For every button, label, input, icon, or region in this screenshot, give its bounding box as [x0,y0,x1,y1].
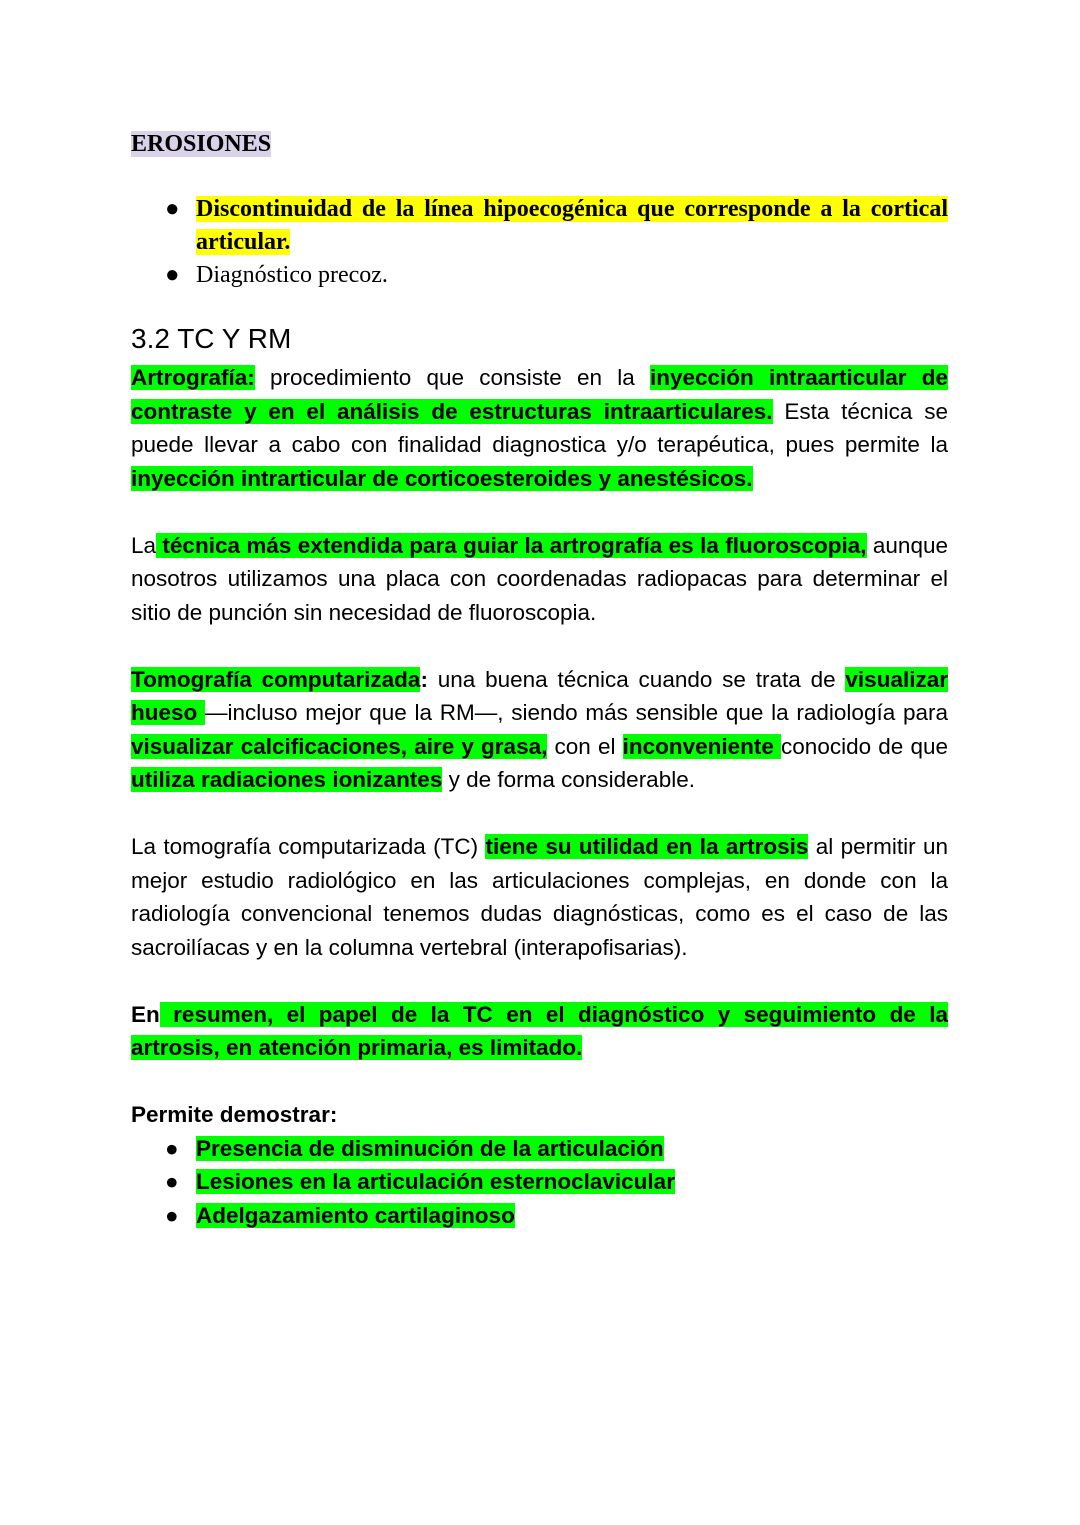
permite-list [131,1132,948,1233]
text-span: aunque nosotros utilizamos una placa con coordenadas radiopacas para determinar el sitio de punción sin necesidad de fluoroscopia. [131,532,948,625]
highlight-span: inconveniente [622,733,782,759]
text-span: La [131,532,157,558]
bullet-icon: ● [165,262,180,288]
text-span: procedimiento que consiste en la [254,365,650,390]
text-span: conocido de que [781,733,948,759]
list-item-text: Adelgazamiento cartilaginoso [196,1202,515,1228]
highlight-span: visualizar hueso [131,666,948,725]
list-item-text: Presencia de disminución de la articulación [196,1135,664,1161]
bullet-icon: ● [165,1169,179,1194]
paragraph-resumen [131,998,948,1065]
paragraph-fluoroscopia [131,529,948,630]
text-span: La tomografía computarizada (TC) [131,834,486,859]
text-span: con el [547,733,623,759]
highlight-span: inyección intrarticular de corticoesteroides y anestésicos. [131,465,753,491]
text-span: una buena técnica cuando se trata de [427,666,846,692]
list-item-text: Discontinuidad de la línea hipoecogénica que corresponde a la cortical articular. [196,196,948,255]
highlight-span: visualizar calcificaciones, aire y grasa, [131,733,548,759]
highlight-span: inyección intraarticular de contraste y en el análisis de estructuras intraarticulares. [131,365,948,424]
paragraph-tomografia [131,663,948,797]
permite-label: Permite demostrar: [131,1102,338,1127]
highlight-span: resumen, el papel de la TC en el diagnóstico y seguimiento de la artrosis, en atención primaria, es limitado. [131,1001,948,1060]
erosiones-heading [131,126,948,162]
list-item [131,259,948,292]
list-item-text: Diagnóstico precoz. [196,262,388,288]
term-artrografia: Artrografía: [131,365,255,390]
text-span: —incluso mejor que la RM—, siendo más sensible que la radiología para [205,700,948,725]
highlight-span: técnica más extendida para guiar la artrografía es la fluoroscopia, [156,532,867,558]
list-item [131,1199,948,1233]
text-span: Esta técnica se puede llevar a cabo con finalidad diagnostica y/o terapéutica, pues permite la [131,398,948,457]
text-span: En [131,1001,160,1027]
section-heading: 3.2 TC Y RM [131,323,292,354]
paragraph-artrografia [131,361,948,495]
erosiones-list [131,193,948,292]
list-item [131,193,948,259]
term-tomografia: Tomografía computarizada [131,666,421,692]
bullet-icon: ● [165,1135,179,1161]
highlight-span: tiene su utilidad en la artrosis [485,834,809,859]
list-item [131,1132,948,1166]
paragraph-tc-artrosis [131,830,948,964]
text-span: al permitir un mejor estudio radiológico en las articulaciones complejas, en donde con la radiología convencional tenemos dudas diagnósticas, como es el caso de las sacroilíacas y en la columna vertebral (interapofisarias). [131,834,948,960]
text-span: y de forma considerable. [442,767,695,792]
bullet-icon: ● [165,1202,179,1228]
text-span: : [420,666,428,692]
erosiones-title: EROSIONES [131,131,272,157]
list-item-text: Lesiones en la articulación esternoclavicular [196,1169,675,1194]
bullet-icon: ● [165,196,180,222]
list-item [131,1165,948,1199]
document-page [131,126,948,1232]
highlight-span: utiliza radiaciones ionizantes [131,767,443,792]
